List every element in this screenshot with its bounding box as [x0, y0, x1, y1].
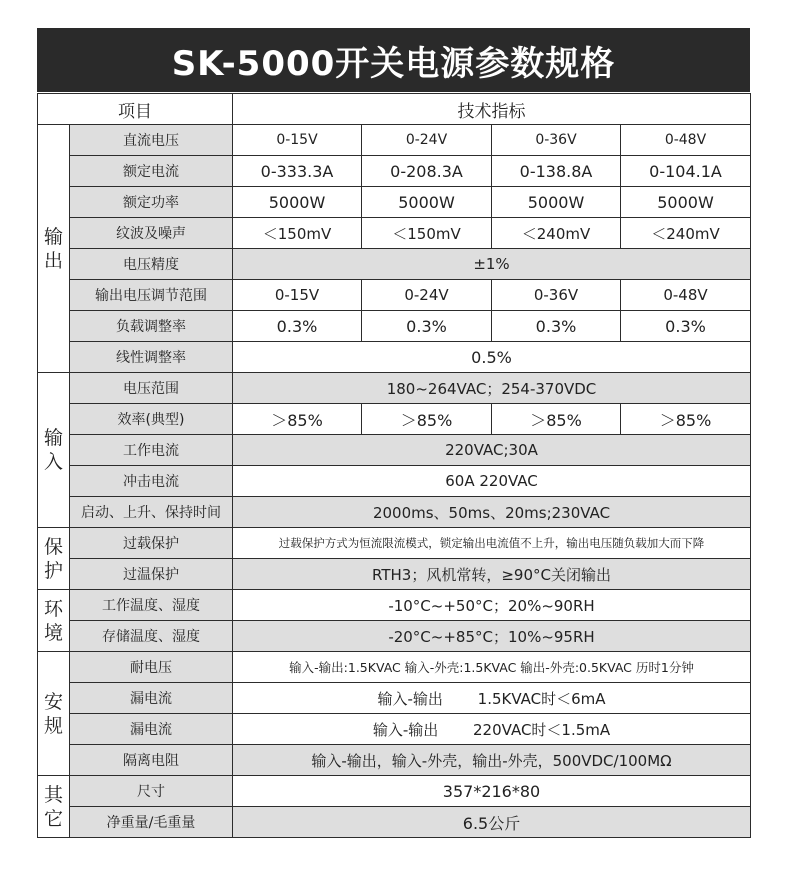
cell: 0-333.3A [233, 156, 362, 187]
row-label: 工作电流 [70, 435, 233, 466]
table-row [38, 528, 751, 559]
table-row [38, 497, 751, 528]
row-label: 过载保护 [70, 528, 233, 559]
table-row [38, 466, 751, 497]
table-row [38, 435, 751, 466]
cell: 6.5公斤 [233, 807, 751, 838]
category-safety: 安 规 [38, 652, 70, 776]
row-label: 过温保护 [70, 559, 233, 590]
cell: 0-48V [621, 125, 751, 156]
category-output: 输 出 [38, 125, 70, 373]
cell: ＞85% [233, 404, 362, 435]
header-item: 项目 [38, 94, 233, 125]
cell: 220VAC;30A [233, 435, 751, 466]
row-label: 净重量/毛重量 [70, 807, 233, 838]
cell: 输入-输出:1.5KVAC 输入-外壳:1.5KVAC 输出-外壳:0.5KVAC 历时1分钟 [233, 652, 751, 683]
table-row [38, 311, 751, 342]
cell: 0.3% [362, 311, 492, 342]
row-label: 耐电压 [70, 652, 233, 683]
cell: ＞85% [362, 404, 492, 435]
table-row [38, 249, 751, 280]
row-label: 漏电流 [70, 714, 233, 745]
cell: 5000W [233, 187, 362, 218]
cell: ＜240mV [621, 218, 751, 249]
cell: 5000W [621, 187, 751, 218]
cell: ＜150mV [233, 218, 362, 249]
row-label: 直流电压 [70, 125, 233, 156]
table-row [38, 373, 751, 404]
table-row [38, 342, 751, 373]
row-label: 存储温度、湿度 [70, 621, 233, 652]
table-row [38, 280, 751, 311]
row-label: 纹波及噪声 [70, 218, 233, 249]
row-label: 额定电流 [70, 156, 233, 187]
cell: 0-15V [233, 125, 362, 156]
cell: 0-48V [621, 280, 751, 311]
row-label: 效率(典型) [70, 404, 233, 435]
row-label: 额定功率 [70, 187, 233, 218]
cell: 输入-输出 1.5KVAC时＜6mA [233, 683, 751, 714]
cell: 0-15V [233, 280, 362, 311]
table-row [38, 218, 751, 249]
row-label: 线性调整率 [70, 342, 233, 373]
cell: ＞85% [621, 404, 751, 435]
table-row [38, 156, 751, 187]
table-row [38, 745, 751, 776]
table-row [38, 187, 751, 218]
cell: 60A 220VAC [233, 466, 751, 497]
table-row [38, 404, 751, 435]
cell: 0-104.1A [621, 156, 751, 187]
cell: 0-208.3A [362, 156, 492, 187]
page-title: SK-5000开关电源参数规格 [37, 28, 750, 92]
cell: RTH3；风机常转，≥90°C关闭输出 [233, 559, 751, 590]
row-label: 输出电压调节范围 [70, 280, 233, 311]
cell: 357*216*80 [233, 776, 751, 807]
cell: 5000W [492, 187, 621, 218]
cell: -20°C~+85°C；10%~95RH [233, 621, 751, 652]
table-row [38, 807, 751, 838]
row-label: 隔离电阻 [70, 745, 233, 776]
table-row [38, 590, 751, 621]
cell: ＞85% [492, 404, 621, 435]
cell: ＜150mV [362, 218, 492, 249]
cell: 输入-输出 220VAC时＜1.5mA [233, 714, 751, 745]
cell: 0-36V [492, 125, 621, 156]
row-label: 漏电流 [70, 683, 233, 714]
row-label: 电压范围 [70, 373, 233, 404]
table-row [38, 125, 751, 156]
cell: 0-24V [362, 125, 492, 156]
cell: 输入-输出，输入-外壳，输出-外壳，500VDC/100MΩ [233, 745, 751, 776]
row-label: 电压精度 [70, 249, 233, 280]
row-label: 启动、上升、保持时间 [70, 497, 233, 528]
row-label: 负载调整率 [70, 311, 233, 342]
cell: 0.3% [233, 311, 362, 342]
table-row [38, 559, 751, 590]
category-other: 其 它 [38, 776, 70, 838]
table-row [38, 652, 751, 683]
header-row [38, 94, 751, 125]
category-env: 环 境 [38, 590, 70, 652]
cell: 0.5% [233, 342, 751, 373]
cell: 5000W [362, 187, 492, 218]
cell: 0.3% [492, 311, 621, 342]
cell: 0.3% [621, 311, 751, 342]
cell: 180~264VAC；254-370VDC [233, 373, 751, 404]
cell: -10°C~+50°C；20%~90RH [233, 590, 751, 621]
header-spec: 技术指标 [233, 94, 751, 125]
cell: 0-36V [492, 280, 621, 311]
row-label: 冲击电流 [70, 466, 233, 497]
category-protect: 保 护 [38, 528, 70, 590]
row-label: 尺寸 [70, 776, 233, 807]
spec-table [37, 93, 751, 838]
table-row [38, 683, 751, 714]
cell: ±1% [233, 249, 751, 280]
category-input: 输 入 [38, 373, 70, 528]
table-row [38, 714, 751, 745]
table-row [38, 621, 751, 652]
cell: 2000ms、50ms、20ms;230VAC [233, 497, 751, 528]
cell: ＜240mV [492, 218, 621, 249]
row-label: 工作温度、湿度 [70, 590, 233, 621]
cell: 0-138.8A [492, 156, 621, 187]
cell: 0-24V [362, 280, 492, 311]
table-row [38, 776, 751, 807]
cell: 过载保护方式为恒流限流模式，锁定输出电流值不上升，输出电压随负载加大而下降 [233, 528, 751, 559]
